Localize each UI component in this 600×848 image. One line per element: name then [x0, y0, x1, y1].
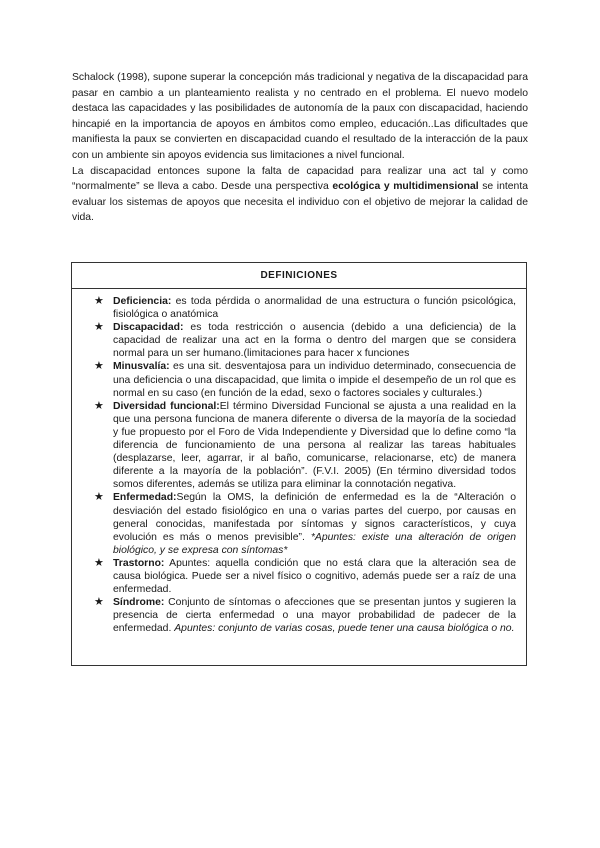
intro-text — [72, 70, 528, 226]
definition-text: Conjunto de síntomas o afecciones que se presentan juntos y sugieren la presencia de cierta enfermedad o una mayor probabilidad de padecer de la enfermedad. — [113, 597, 516, 635]
intro-paragraph-2-start: La discapacidad entonces supone la falta de capacidad para realizar una act tal y como “normalmente” se lleva a cabo. Desde una perspectiva — [72, 165, 528, 193]
star-icon: ★ — [94, 556, 104, 569]
intro-paragraph-2-end: se intenta evaluar los sistemas de apoyos que necesita el individuo con el objetivo de mejorar la calidad de vida. — [72, 181, 528, 224]
definitions-header: DEFINICIONES — [72, 263, 526, 289]
definition-term: Minusvalía: — [113, 361, 170, 373]
definition-term: Discapacidad: — [113, 322, 184, 334]
definition-item-sindrome — [92, 596, 516, 635]
definition-text: es toda pérdida o anormalidad de una estructura o función psicológica, fisiológica o anatómica — [113, 296, 516, 321]
definition-item-deficiencia — [92, 295, 516, 321]
intro-paragraph-2 — [72, 164, 528, 226]
definition-text: Apuntes: aquella condición que no está clara que la alteración sea de causa biológica. Puede ser a nivel físico o cognitivo, además puede ser a raíz de una enfermedad. — [113, 557, 516, 596]
definition-text: es toda restricción o ausencia (debido a una deficiencia) de la capacidad de realizar una act en la forma o dentro del margen que se considera normal para un ser humano.(limitaciones para hacer x funciones — [113, 322, 516, 360]
star-icon: ★ — [94, 321, 104, 334]
definitions-box — [71, 262, 527, 666]
definitions-list — [72, 289, 526, 635]
definition-text: es una sit. desventajosa para un individuo determinado, consecuencia de una deficiencia o una discapacidad, que limita o impide el desempeño de un rol que es normal en su caso (en función de la edad, sexo o factores sociales y culturales.) — [113, 361, 516, 399]
definition-note: *Apuntes: existe una alteración de origen biológico, y se expresa con síntomas* — [113, 531, 517, 556]
star-icon: ★ — [94, 399, 104, 412]
star-icon: ★ — [94, 295, 104, 307]
definition-term: Enfermedad: — [113, 492, 177, 504]
intro-paragraph-1: Schalock (1998), supone superar la concepción más tradicional y negativa de la discapacidad para pasar en cambio a un planteamiento realista y no centrado en el problema. El nuevo modelo destaca las capacidades y las posibilidades de autonomía de la paux con discapacidad, haciendo hincapié en la importancia de apoyos en ámbitos como empleo, educación..Las dificultades que manifiesta la paux se convierten en discapacidad cuando el resultado de la interacción de la paux con un ambiente sin apoyos evidencia sus limitaciones a nivel funcional. — [72, 72, 528, 161]
star-icon: ★ — [94, 596, 104, 609]
definition-item-minusvalia — [92, 360, 516, 399]
definition-term: Diversidad funcional: — [113, 400, 220, 412]
definition-term: Trastorno: — [113, 557, 165, 569]
definition-item-enfermedad — [92, 491, 516, 556]
definition-text: Según la OMS, la definición de enfermedad es la de “Alteración o desviación del estado fisiológico en una o varias partes del cuerpo, por causas en general conocidas, manifestada por síntomas y signos característicos, y cuya evolución es más o menos previsible”. — [113, 492, 516, 543]
definition-term: Deficiencia: — [113, 296, 172, 307]
definition-item-diversidad-funcional — [92, 400, 516, 492]
star-icon: ★ — [94, 360, 104, 373]
definition-item-trastorno — [92, 557, 516, 596]
definition-term: Síndrome: — [113, 597, 165, 609]
definition-item-discapacidad — [92, 321, 516, 360]
definition-text: El término Diversidad Funcional se ajusta a una realidad en la que una persona funciona de manera diferente o diversa de la mayoría de la sociedad y fue propuesto por el Foro de Vida Independiente y Diversidad que lo define como “la diferencia de funcionamiento de una persona al realizar las tareas habituales (desplazarse, leer, agarrar, ir al baño, comunicarse, relacionarse, etc) de manera diferente a la mayoría de la población”. (F.V.I. 2005) (En término diversidad todos somos diferentes, además se utiliza para eliminar la connotación negativa. — [113, 400, 516, 491]
definition-note: Apuntes: conjunto de varias cosas, puede tener una causa biológica o no. — [174, 623, 515, 635]
star-icon: ★ — [94, 491, 104, 504]
intro-emphasis: ecológica y multidimensional — [332, 181, 479, 193]
